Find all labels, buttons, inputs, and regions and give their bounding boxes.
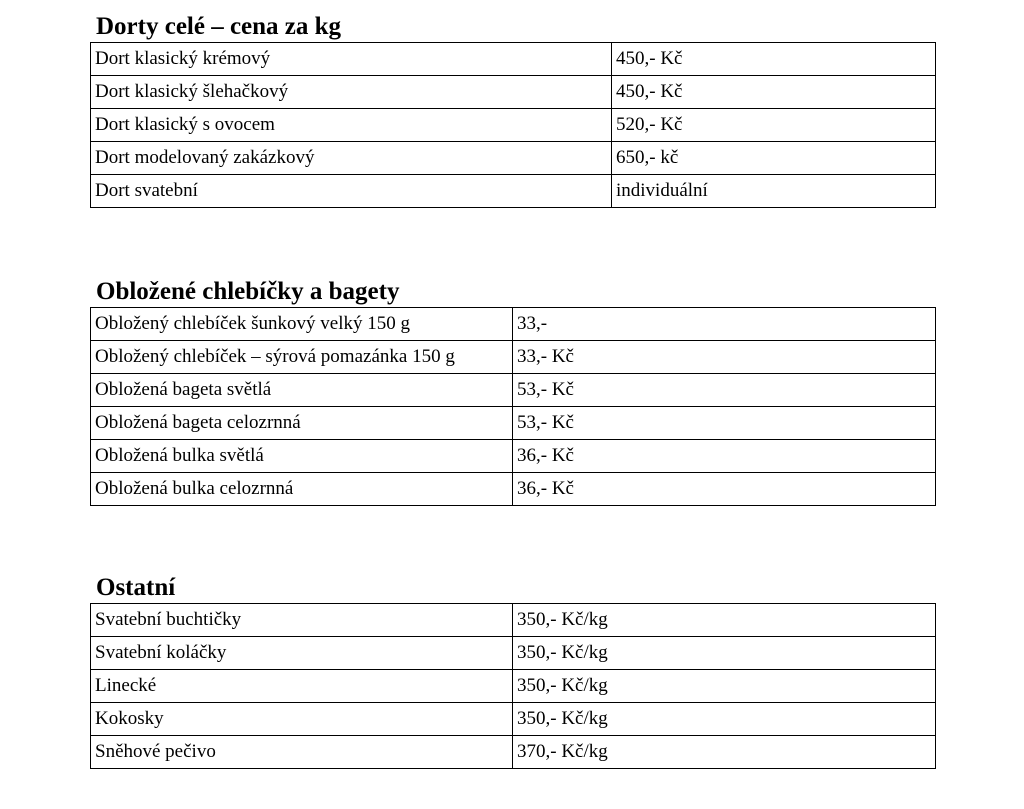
item-price: 650,- kč [612, 142, 936, 175]
price-table-oblozene [90, 307, 936, 506]
item-name: Dort svatební [91, 175, 612, 208]
table-row [91, 76, 936, 109]
item-price: 370,- Kč/kg [513, 736, 936, 769]
item-price: 350,- Kč/kg [513, 604, 936, 637]
item-price: 350,- Kč/kg [513, 670, 936, 703]
table-row [91, 604, 936, 637]
table-row [91, 341, 936, 374]
price-table-ostatni [90, 603, 936, 769]
item-price: 450,- Kč [612, 76, 936, 109]
item-name: Svatební koláčky [91, 637, 513, 670]
section-title-ostatni: Ostatní [96, 574, 176, 601]
price-table-dorty [90, 42, 936, 208]
item-price: 450,- Kč [612, 43, 936, 76]
item-name: Dort modelovaný zakázkový [91, 142, 612, 175]
item-price: 33,- [513, 308, 936, 341]
item-price: 350,- Kč/kg [513, 637, 936, 670]
item-price: 53,- Kč [513, 374, 936, 407]
table-row [91, 703, 936, 736]
table-row [91, 43, 936, 76]
table-row [91, 374, 936, 407]
item-price: 33,- Kč [513, 341, 936, 374]
table-row [91, 142, 936, 175]
section-oblozene [90, 277, 935, 506]
table-row [91, 308, 936, 341]
item-name: Obložený chlebíček – sýrová pomazánka 150 g [91, 341, 513, 374]
item-name: Obložená bageta celozrnná [91, 407, 513, 440]
item-price: 350,- Kč/kg [513, 703, 936, 736]
item-name: Svatební buchtičky [91, 604, 513, 637]
section-title-oblozene: Obložené chlebíčky a bagety [96, 278, 400, 305]
item-name: Obložená bulka celozrnná [91, 473, 513, 506]
table-row [91, 473, 936, 506]
item-name: Obložený chlebíček šunkový velký 150 g [91, 308, 513, 341]
table-row [91, 109, 936, 142]
table-row [91, 670, 936, 703]
table-row [91, 175, 936, 208]
item-name: Dort klasický krémový [91, 43, 612, 76]
item-name: Dort klasický šlehačkový [91, 76, 612, 109]
item-name: Kokosky [91, 703, 513, 736]
item-price: 36,- Kč [513, 440, 936, 473]
table-row [91, 440, 936, 473]
item-name: Linecké [91, 670, 513, 703]
item-name: Sněhové pečivo [91, 736, 513, 769]
section-ostatni [90, 573, 935, 769]
item-price: 53,- Kč [513, 407, 936, 440]
item-name: Dort klasický s ovocem [91, 109, 612, 142]
table-row [91, 407, 936, 440]
section-dorty [90, 12, 935, 208]
table-row [91, 736, 936, 769]
item-name: Obložená bageta světlá [91, 374, 513, 407]
item-name: Obložená bulka světlá [91, 440, 513, 473]
table-row [91, 637, 936, 670]
section-title-dorty: Dorty celé – cena za kg [96, 13, 342, 40]
item-price: individuální [612, 175, 936, 208]
item-price: 36,- Kč [513, 473, 936, 506]
item-price: 520,- Kč [612, 109, 936, 142]
